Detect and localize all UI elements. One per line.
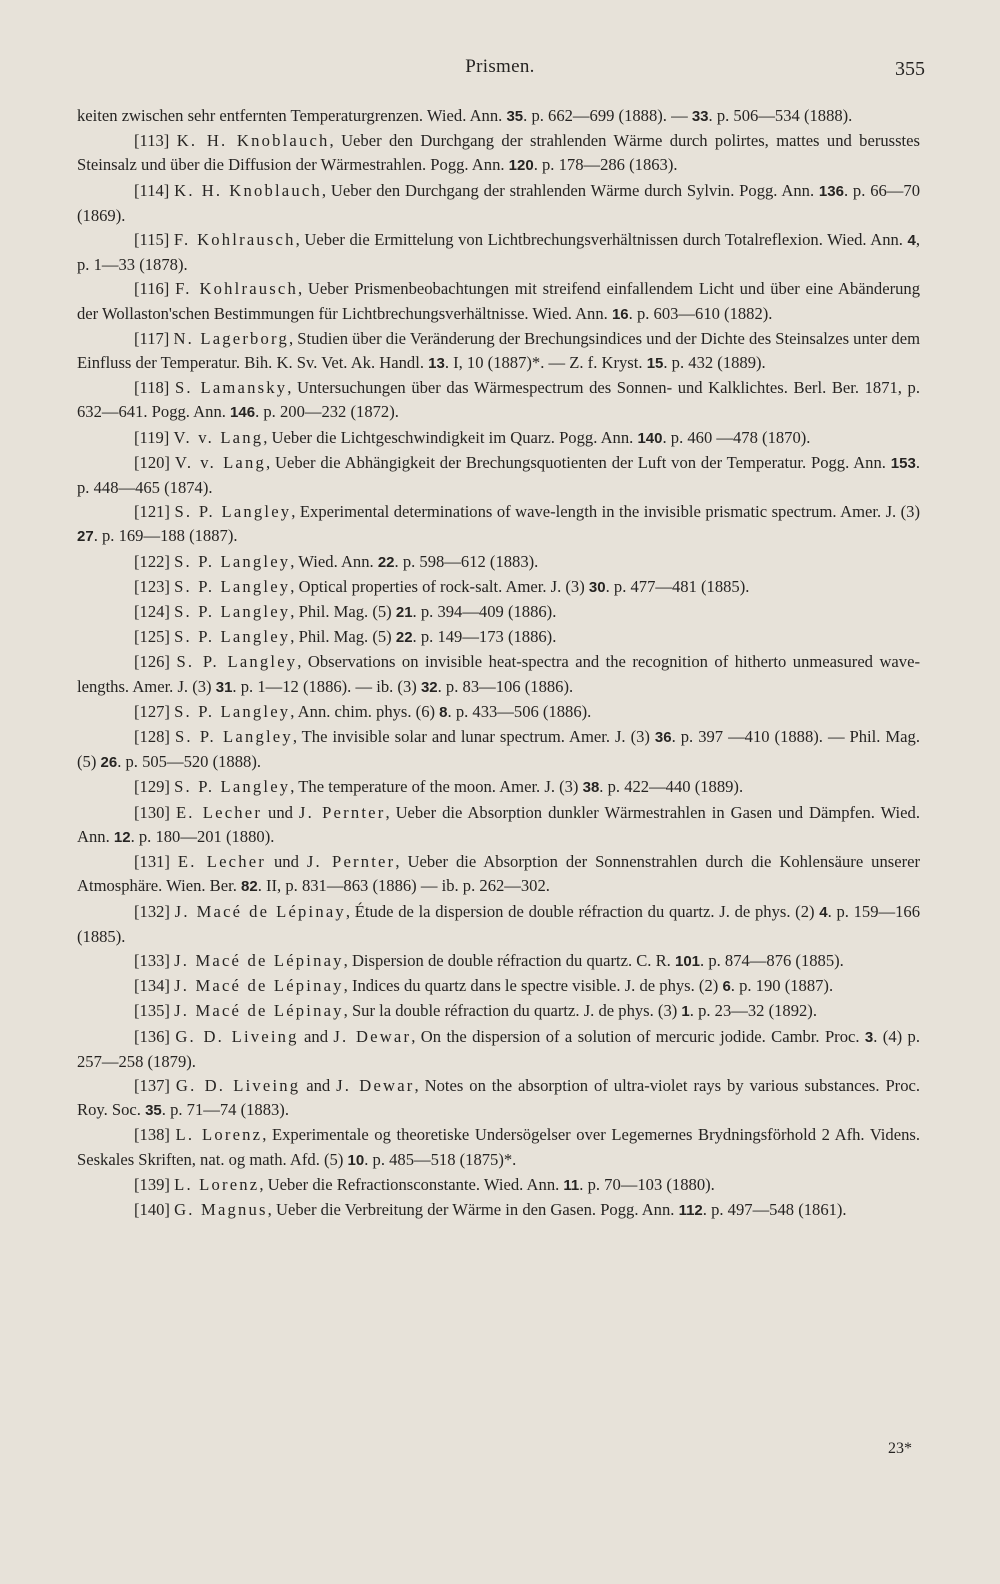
- reference-entry: [77, 650, 920, 699]
- author-name: J. Dewar: [333, 1026, 412, 1046]
- reference-number: [124]: [134, 602, 170, 622]
- volume-number: 27: [77, 528, 94, 546]
- reference-entry: [77, 949, 920, 974]
- reference-number: [136]: [134, 1026, 170, 1046]
- reference-number: [114]: [134, 180, 170, 200]
- reference-entry: [77, 850, 920, 899]
- reference-number: [134]: [134, 976, 170, 996]
- text-segment: , Ueber die Refractionsconstante. Wied. Ann.: [259, 1174, 564, 1194]
- text-segment: , Phil. Mag. (5): [290, 627, 396, 647]
- signature-mark: 23*: [888, 1440, 912, 1457]
- reference-entry: [77, 900, 920, 949]
- reference-entry: [77, 376, 920, 425]
- volume-number: 146: [230, 404, 256, 422]
- volume-number: 11: [563, 1176, 580, 1194]
- author-name: J. Macé de Lépinay: [174, 950, 344, 970]
- text-segment: , Studien über die Veränderung der Brechungsindices und der Dichte des Steinsalzes unter dem Einfluss der Temperatur. Bih. K. Sv. Vet. Ak. Handl.: [77, 328, 920, 373]
- text-segment: , Dispersion de double réfraction du quartz. C. R.: [343, 950, 675, 970]
- author-name: V. v. Lang: [173, 427, 264, 447]
- author-name: J. Dewar: [336, 1075, 415, 1095]
- author-name: F. Kohlrausch: [173, 230, 296, 250]
- volume-number: 21: [395, 604, 413, 622]
- volume-number: 22: [395, 629, 413, 647]
- author-name: K. H. Knoblauch: [176, 131, 330, 151]
- author-name: S. P. Langley: [174, 502, 292, 522]
- text-segment: . p. 66—70 (1869).: [77, 180, 920, 225]
- reference-entry: [77, 1173, 920, 1198]
- volume-number: 82: [241, 878, 258, 896]
- reference-entry: [77, 974, 920, 999]
- author-name: V. v. Lang: [174, 452, 266, 472]
- text-segment: . p. 1—12 (1886). — ib. (3): [232, 676, 421, 696]
- reference-number: [135]: [134, 1001, 170, 1021]
- author-name: S. P. Langley: [176, 652, 298, 672]
- reference-number: [126]: [134, 652, 170, 672]
- volume-number: 30: [588, 578, 606, 596]
- text-segment: . p. 83—106 (1886).: [437, 676, 574, 696]
- volume-number: 101: [674, 952, 701, 970]
- text-segment: , Ueber die Absorption dunkler Wärmestrahlen in Gasen und Dämpfen. Wied. Ann.: [77, 802, 920, 846]
- reference-entry: [77, 500, 920, 549]
- text-segment: , Optical properties of rock-salt. Amer. J. (3): [290, 576, 589, 596]
- text-segment: , Indices du quartz dans le spectre visible. J. de phys. (2): [343, 976, 723, 996]
- author-name: G. D. Liveing: [175, 1026, 299, 1046]
- reference-entry: [77, 625, 920, 650]
- author-name: S. P. Langley: [174, 551, 291, 571]
- volume-number: 16: [611, 305, 629, 323]
- reference-number: [130]: [134, 802, 170, 822]
- text-segment: . p. 603—610 (1882).: [628, 303, 773, 323]
- reference-entry: [77, 228, 920, 277]
- reference-entry: [77, 999, 920, 1024]
- text-segment: , p. 1—33 (1878).: [77, 230, 920, 275]
- volume-number: 3: [864, 1028, 874, 1046]
- volume-number: 8: [439, 703, 448, 721]
- author-name: S. P. Langley: [174, 602, 291, 622]
- volume-number: 112: [678, 1201, 703, 1219]
- text-segment: . p. 433—506 (1886).: [447, 701, 592, 721]
- text-segment: , Sur la double réfraction du quartz. J. de phys. (3): [343, 1001, 682, 1021]
- text-segment: , Ueber den Durchgang der strahlenden Wärme durch polirtes, mattes und berusstes Steinsalz und über die Diffusion der Wärmestrahlen. Pogg. Ann.: [77, 131, 920, 175]
- text-segment: . p. 397 —410 (1888). — Phil. Mag. (5): [77, 727, 920, 772]
- text-segment: . p. 190 (1887).: [730, 976, 834, 996]
- volume-number: 15: [646, 355, 664, 373]
- text-segment: . p. 598—612 (1883).: [394, 551, 539, 571]
- text-segment: . p. 159—166 (1885).: [77, 901, 920, 946]
- text-segment: . p. 149—173 (1886).: [412, 627, 557, 647]
- reference-number: [125]: [134, 627, 170, 647]
- text-segment: . p. 448—465 (1874).: [77, 452, 920, 498]
- volume-number: 10: [347, 1151, 365, 1169]
- volume-number: 32: [420, 678, 438, 696]
- text-segment: , Ueber die Lichtgeschwindigkeit im Quarz. Pogg. Ann.: [263, 427, 638, 447]
- text-segment: , The invisible solar and lunar spectrum. Amer. J. (3): [292, 727, 655, 747]
- volume-number: 12: [113, 828, 131, 846]
- reference-entry: [77, 179, 920, 228]
- text-segment: . p. 432 (1889).: [663, 353, 766, 373]
- text-segment: . p. 505—520 (1888).: [117, 752, 261, 772]
- text-segment: . p. 178—286 (1863).: [533, 155, 678, 175]
- author-conjunction: and: [300, 1075, 337, 1095]
- reference-number: [132]: [134, 901, 170, 921]
- reference-entry: [77, 801, 920, 850]
- text-segment: . p. 506—534 (1888).: [708, 106, 853, 125]
- reference-entry: [77, 277, 920, 326]
- reference-number: [115]: [134, 230, 170, 250]
- reference-entry: [77, 1025, 920, 1074]
- text-segment: . p. 200—232 (1872).: [255, 402, 399, 422]
- running-title: Prismen.: [465, 56, 535, 77]
- author-name: G. D. Liveing: [175, 1075, 301, 1095]
- volume-number: 140: [637, 429, 663, 447]
- volume-number: 13: [428, 355, 445, 373]
- text-segment: , Ueber die Absorption der Sonnenstrahlen durch die Kohlensäure unserer Atmosphäre. Wien. Ber.: [77, 852, 920, 896]
- author-name: J. Pernter: [306, 852, 396, 872]
- volume-number: 120: [508, 157, 534, 175]
- reference-entry: [77, 775, 920, 800]
- volume-number: 153: [890, 454, 916, 472]
- reference-entry: [77, 129, 920, 178]
- text-segment: . p. 497—548 (1861).: [702, 1199, 847, 1219]
- text-segment: , Untersuchungen über das Wärmespectrum des Sonnen- und Kalklichtes. Berl. Ber. 1871, p. 632—641. Pogg. Ann.: [77, 378, 920, 422]
- author-name: S. P. Langley: [174, 701, 291, 721]
- volume-number: 4: [819, 903, 828, 921]
- volume-number: 1: [681, 1003, 690, 1021]
- bibliography-list: [77, 104, 920, 1223]
- reference-entries: [77, 129, 920, 1223]
- text-segment: , Étude de la dispersion de double réfraction du quartz. J. de phys. (2): [345, 901, 820, 921]
- text-segment: . I, 10 (1887)*. — Z. f. Kryst.: [444, 353, 647, 373]
- reference-entry: [77, 426, 920, 451]
- reference-entry: [77, 1198, 920, 1223]
- text-segment: , Wied. Ann.: [290, 551, 378, 571]
- author-name: E. Lecher: [175, 802, 263, 822]
- volume-number: 31: [215, 678, 233, 696]
- author-name: J. Macé de Lépinay: [174, 1001, 344, 1021]
- author-name: K. H. Knoblauch: [174, 180, 322, 200]
- text-segment: . p. 477—481 (1885).: [605, 576, 750, 596]
- reference-number: [113]: [134, 131, 170, 151]
- reference-number: [121]: [134, 502, 170, 522]
- reference-entry: [77, 1123, 920, 1172]
- reference-number: [133]: [134, 950, 170, 970]
- author-name: S. P. Langley: [174, 627, 291, 647]
- author-name: S. P. Langley: [174, 727, 293, 747]
- text-segment: . p. 485—518 (1875)*.: [364, 1149, 517, 1169]
- text-segment: , Observations on invisible heat-spectra and the recognition of hitherto unmeasured wave-lengths. Amer. J. (3): [77, 652, 920, 696]
- author-name: E. Lecher: [177, 852, 267, 872]
- author-name: N. Lagerborg: [173, 328, 289, 348]
- text-segment: . p. 70—103 (1880).: [579, 1174, 715, 1194]
- volume-number: 35: [145, 1102, 162, 1120]
- author-name: L. Lorenz: [174, 1174, 260, 1194]
- reference-number: [127]: [134, 701, 170, 721]
- text-segment: . p. 71—74 (1883).: [161, 1100, 289, 1120]
- volume-number: 6: [722, 978, 731, 996]
- reference-number: [140]: [134, 1199, 170, 1219]
- text-segment: , Ueber die Verbreitung der Wärme in den Gasen. Pogg. Ann.: [267, 1199, 679, 1219]
- text-segment: , Ueber Prismenbeobachtungen mit streifend einfallendem Licht und über eine Abänderung der Wollaston'schen Bestimmungen für Lichtbrechungsverhältnisse. Wied. Ann.: [77, 279, 920, 323]
- author-name: L. Lorenz: [175, 1125, 263, 1145]
- text-segment: . (4) p. 257—258 (1879).: [77, 1026, 920, 1071]
- reference-number: [117]: [134, 328, 170, 348]
- page-number: 355: [895, 58, 925, 80]
- text-segment: , Ueber die Ermittelung von Lichtbrechungsverhältnissen durch Totalreflexion. Wied. Ann.: [295, 230, 908, 250]
- author-conjunction: and: [298, 1026, 334, 1046]
- volume-number: 38: [582, 779, 600, 797]
- text-segment: , Notes on the absorption of ultra-violet rays by various substances. Proc. Roy. Soc.: [77, 1075, 921, 1120]
- author-conjunction: und: [266, 852, 307, 872]
- volume-number: 136: [818, 182, 844, 200]
- volume-number: 36: [654, 729, 672, 747]
- text-segment: keiten zwischen sehr entfernten Temperaturgrenzen. Wied. Ann.: [77, 106, 507, 125]
- author-name: F. Kohlrausch: [175, 279, 298, 299]
- text-segment: . II, p. 831—863 (1886) — ib. p. 262—302.: [257, 876, 550, 896]
- reference-number: [123]: [134, 576, 170, 596]
- text-segment: , Experimentale og theoretiske Undersögelser over Legemernes Brydningsförhold 2 Afh. Videns. Seskales Skriften, nat. og math. Afd. (5): [77, 1125, 920, 1169]
- reference-entry: [77, 700, 920, 725]
- reference-entry: [77, 550, 920, 575]
- volume-number: 26: [100, 754, 118, 772]
- text-segment: . p. 180—201 (1880).: [130, 826, 275, 846]
- author-name: G. Magnus: [174, 1199, 268, 1219]
- text-segment: , Ueber den Durchgang der strahlenden Wärme durch Sylvin. Pogg. Ann.: [321, 180, 819, 200]
- text-segment: . p. 662—699 (1888). —: [523, 106, 692, 125]
- volume-number: 33: [691, 108, 709, 125]
- reference-number: [118]: [134, 378, 170, 398]
- reference-number: [116]: [134, 279, 170, 299]
- reference-number: [137]: [134, 1075, 170, 1095]
- reference-entry: [77, 575, 920, 600]
- reference-entry: [77, 600, 920, 625]
- volume-number: 4: [907, 232, 916, 250]
- reference-number: [128]: [134, 727, 170, 747]
- reference-number: [119]: [134, 427, 170, 447]
- reference-entry: [77, 725, 920, 775]
- text-segment: , Experimental determinations of wave-length in the invisible prismatic spectrum. Amer. J. (3): [291, 502, 921, 522]
- reference-number: [129]: [134, 777, 170, 797]
- text-segment: . p. 394—409 (1886).: [412, 602, 557, 622]
- text-segment: , Ann. chim. phys. (6): [290, 701, 440, 721]
- text-segment: . p. 422—440 (1889).: [599, 777, 744, 797]
- reference-number: [131]: [134, 852, 170, 872]
- text-segment: , On the dispersion of a solution of mercuric jodide. Cambr. Proc.: [411, 1026, 865, 1046]
- reference-entry: [77, 327, 920, 376]
- text-segment: , The temperature of the moon. Amer. J. (3): [290, 777, 583, 797]
- reference-number: [120]: [134, 452, 170, 472]
- text-segment: . p. 460 —478 (1870).: [662, 427, 811, 447]
- text-segment: , Ueber die Abhängigkeit der Brechungsquotienten der Luft von der Temperatur. Pogg. Ann.: [265, 452, 891, 472]
- text-segment: . p. 169—188 (1887).: [93, 526, 238, 546]
- reference-number: [138]: [134, 1125, 170, 1145]
- author-name: S. P. Langley: [174, 777, 291, 797]
- text-segment: . p. 874—876 (1885).: [700, 950, 844, 970]
- author-name: S. P. Langley: [174, 576, 291, 596]
- author-conjunction: und: [262, 802, 299, 822]
- text-segment: , Phil. Mag. (5): [290, 602, 396, 622]
- reference-number: [139]: [134, 1174, 170, 1194]
- volume-number: 35: [506, 108, 524, 125]
- author-name: J. Macé de Lépinay: [174, 901, 346, 921]
- reference-number: [122]: [134, 551, 170, 571]
- author-name: J. Pernter: [298, 802, 386, 822]
- author-name: J. Macé de Lépinay: [174, 976, 344, 996]
- volume-number: 22: [377, 553, 395, 571]
- text-segment: . p. 23—32 (1892).: [689, 1001, 817, 1021]
- author-name: S. Lamansky: [174, 378, 288, 398]
- continuation-paragraph: [77, 104, 920, 129]
- reference-entry: [77, 1074, 920, 1123]
- page-header: [0, 56, 1000, 86]
- reference-entry: [77, 451, 920, 500]
